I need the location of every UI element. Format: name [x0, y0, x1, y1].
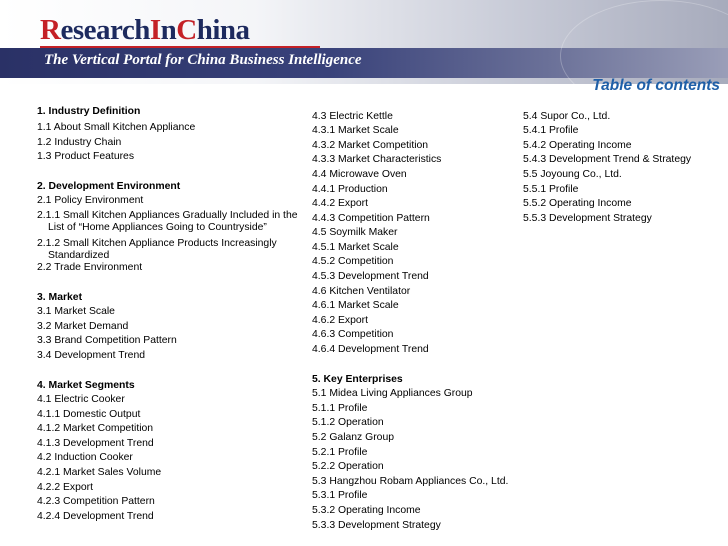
toc-item: 3. Market — [37, 292, 83, 303]
toc-item: 4.2.2 Export — [37, 482, 94, 493]
toc-item: 3.3 Brand Competition Pattern — [37, 335, 177, 346]
toc-item: 4.5.1 Market Scale — [312, 242, 399, 253]
toc-item: 2.1.1 Small Kitchen Appliances Gradually Included in the — [37, 210, 298, 221]
toc-item: 5.2.2 Operation — [312, 461, 384, 472]
logo — [40, 14, 250, 46]
tagline: The Vertical Portal for China Business Intelligence — [44, 52, 362, 68]
toc-item: 4.2.3 Competition Pattern — [37, 496, 155, 507]
toc-item: 1.3 Product Features — [37, 151, 135, 162]
logo-underline — [40, 46, 320, 48]
toc-item: 5.3.1 Profile — [312, 490, 368, 501]
toc-item: 5.1 Midea Living Appliances Group — [312, 388, 473, 399]
toc-item: 5.1.2 Operation — [312, 417, 384, 428]
logo-letter-i: I — [149, 14, 161, 46]
toc-item: 4.5.3 Development Trend — [312, 271, 429, 282]
toc-item: 3.4 Development Trend — [37, 350, 146, 361]
toc-item: 2.2 Trade Environment — [37, 262, 143, 273]
toc-item: 1.1 About Small Kitchen Appliance — [37, 122, 196, 133]
toc-item: 5.4.1 Profile — [523, 125, 579, 136]
toc-item: 4.6.2 Export — [312, 315, 369, 326]
toc-item: 2.1.2 Small Kitchen Appliance Products Increasingly — [37, 238, 277, 249]
logo-letter-c: C — [176, 14, 197, 46]
toc-item: 5.4.3 Development Trend & Strategy — [523, 154, 692, 165]
toc-item: 4.6 Kitchen Ventilator — [312, 286, 411, 297]
toc-item: 4.3.3 Market Characteristics — [312, 154, 442, 165]
toc-item: 4.5.2 Competition — [312, 256, 394, 267]
toc-item: 5.4 Supor Co., Ltd. — [523, 111, 611, 122]
toc-item: 4.2.1 Market Sales Volume — [37, 467, 162, 478]
toc-item: 5.3 Hangzhou Robam Appliances Co., Ltd. — [312, 476, 509, 487]
toc-item: 4.4 Microwave Oven — [312, 169, 407, 180]
logo-text-esearch: esearch — [60, 14, 150, 46]
header-banner — [0, 0, 728, 84]
toc-item: 4.1.1 Domestic Output — [37, 409, 141, 420]
toc-item: 5.4.2 Operating Income — [523, 140, 632, 151]
toc-title: Table of contents — [592, 77, 720, 94]
toc-item: 4.6.4 Development Trend — [312, 344, 429, 355]
toc-item: 4. Market Segments — [37, 380, 135, 391]
toc-item: 2.1 Policy Environment — [37, 195, 144, 206]
toc-item: 1.2 Industry Chain — [37, 137, 122, 148]
toc-item: 5.5.3 Development Strategy — [523, 213, 652, 224]
toc-item: 5.1.1 Profile — [312, 403, 368, 414]
toc-item: 4.2.4 Development Trend — [37, 511, 154, 522]
toc-item: 3.2 Market Demand — [37, 321, 129, 332]
toc-item: 4.3 Electric Kettle — [312, 111, 393, 122]
logo-text-hina: hina — [196, 14, 250, 46]
toc-item: 4.1.2 Market Competition — [37, 423, 154, 434]
logo-text-n: n — [160, 14, 177, 46]
toc-item-continuation: Standardized — [48, 250, 110, 261]
toc-item: 4.2 Induction Cooker — [37, 452, 133, 463]
toc-item: 5.5.2 Operating Income — [523, 198, 632, 209]
toc-item: 5.2 Galanz Group — [312, 432, 395, 443]
toc-item: 4.1 Electric Cooker — [37, 394, 125, 405]
toc-item: 3.1 Market Scale — [37, 306, 115, 317]
toc-item: 4.1.3 Development Trend — [37, 438, 154, 449]
toc-item: 2. Development Environment — [37, 181, 181, 192]
toc-item: 5.5.1 Profile — [523, 184, 579, 195]
toc-item: 5.3.3 Development Strategy — [312, 520, 441, 531]
toc-item: 5.3.2 Operating Income — [312, 505, 421, 516]
toc-item-continuation: List of “Home Appliances Going to Countryside” — [48, 222, 267, 233]
toc-item: 4.3.1 Market Scale — [312, 125, 399, 136]
toc-item: 5.5 Joyoung Co., Ltd. — [523, 169, 622, 180]
toc-item: 4.4.2 Export — [312, 198, 369, 209]
toc-item: 1. Industry Definition — [37, 106, 141, 117]
toc-item: 4.3.2 Market Competition — [312, 140, 429, 151]
toc-item: 4.6.3 Competition — [312, 329, 394, 340]
toc-item: 5.2.1 Profile — [312, 447, 368, 458]
toc-item: 5. Key Enterprises — [312, 374, 403, 385]
toc-item: 4.4.1 Production — [312, 184, 388, 195]
logo-letter-r: R — [40, 14, 61, 46]
toc-item: 4.4.3 Competition Pattern — [312, 213, 430, 224]
toc-item: 4.5 Soymilk Maker — [312, 227, 398, 238]
toc-item: 4.6.1 Market Scale — [312, 300, 399, 311]
